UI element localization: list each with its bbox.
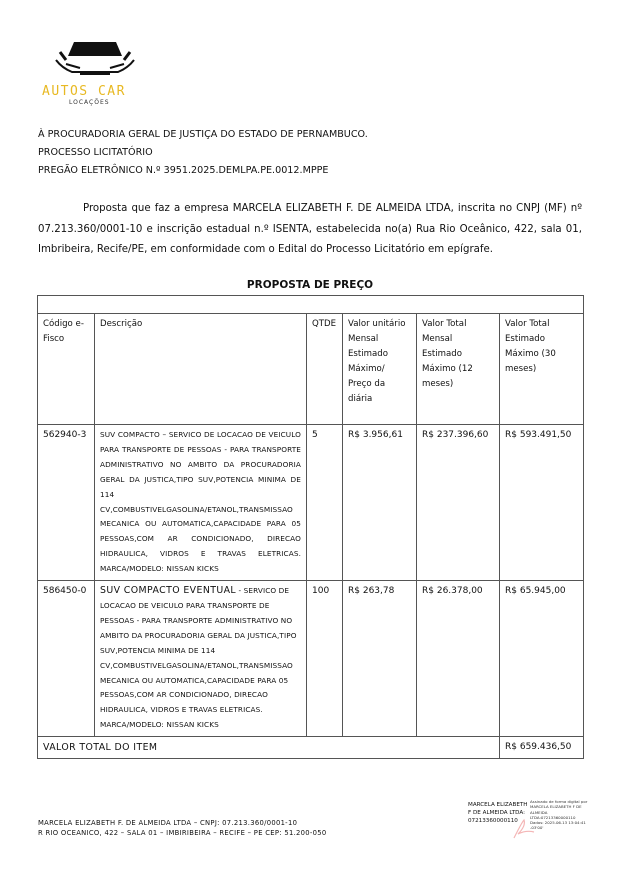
row-code: 562940-3: [38, 425, 95, 581]
col-header-total30: Valor Total Estimado Máximo (30 meses): [500, 314, 584, 425]
table-header-row: [38, 314, 584, 425]
logo-title: AUTOS CAR: [42, 84, 126, 99]
row-description: SUV COMPACTO – SERVICO DE LOCACAO DE VEICULO PARA TRANSPORTE DE PESSOAS - PARA TRANSPORTE ADMINISTRATIVO NO AMBITO DA PROCURADORIA GERAL DA JUSTICA,TIPO SUV,POTENCIA MINIMA DE 114 CV,COMBUSTIVELGASOLINA/ETANOL,TRANSMISSAO MECANICA OU AUTOMATICA,CAPACIDADE PARA 05 PESSOAS,COM AR CONDICIONADO, DIRECAO HIDRAULICA, VIDROS E TRAVAS ELETRICAS. MARCA/MODELO: NISSAN KICKS: [95, 425, 307, 581]
signature-details: Assinado de forma digital por MARCELA ELIZABETH F DE ALMEIDA LTDA:07213360000110 Dados: 2025.06.13 13:04:41 -03'00': [530, 799, 588, 831]
car-front-icon: [52, 38, 138, 82]
footer: [38, 819, 327, 838]
col-header-code: Código e-Fisco: [38, 314, 95, 425]
row-qty: 100: [307, 581, 343, 737]
logo-subtitle: LOCAÇÕES: [69, 99, 110, 106]
row-total-12: R$ 237.396,60: [417, 425, 500, 581]
footer-company: MARCELA ELIZABETH F. DE ALMEIDA LTDA – CNPJ: 07.213.360/0001-10: [38, 819, 298, 827]
row-qty: 5: [307, 425, 343, 581]
header-recipient: À PROCURADORIA GERAL DE JUSTIÇA DO ESTADO DE PERNAMBUCO.: [38, 129, 368, 140]
row-unit-price: R$ 263,78: [343, 581, 417, 737]
table-row: [38, 581, 584, 737]
col-header-total12: Valor Total Mensal Estimado Máximo (12 meses): [417, 314, 500, 425]
header-process: PROCESSO LICITATÓRIO: [38, 147, 153, 158]
row-total-12: R$ 26.378,00: [417, 581, 500, 737]
document-header: [38, 126, 368, 180]
row-total-30: R$ 593.491,50: [500, 425, 584, 581]
total-label: VALOR TOTAL DO ITEM: [38, 737, 500, 759]
total-value: R$ 659.436,50: [500, 737, 584, 759]
header-pregao: PREGÃO ELETRÔNICO N.º 3951.2025.DEMLPA.PE.0012.MPPE: [38, 165, 329, 176]
col-header-unit: Valor unitário Mensal Estimado Máximo/ Preço da diária: [343, 314, 417, 425]
footer-address: R RIO OCEANICO, 422 – SALA 01 – IMBIRIBEIRA – RECIFE – PE CEP: 51.200-050: [38, 828, 327, 837]
signature-name: MARCELA ELIZABETH F DE ALMEIDA LTDA:07213360000110: [468, 802, 528, 824]
company-logo: [40, 38, 150, 108]
row-code: 586450-0: [38, 581, 95, 737]
table-blank-row: [38, 296, 584, 314]
table-total-row: [38, 737, 584, 759]
intro-paragraph: Proposta que faz a empresa MARCELA ELIZABETH F. DE ALMEIDA LTDA, inscrita no CNPJ (MF) nº 07.213.360/0001-10 e inscrição estadual n.º ISENTA, estabelecida no(a) Rua Rio Oceânico, 422, sala 01, Imbribeira, Recife/PE, em conformidade com o Edital do Processo Licitatório em epígrafe.: [38, 203, 582, 255]
row-description-text: - SERVICO DE LOCACAO DE VEICULO PARA TRANSPORTE DE PESSOAS - PARA TRANSPORTE ADMINISTRATIVO NO AMBITO DA PROCURADORIA GERAL DA JUSTICA,TIPO SUV,POTENCIA MINIMA DE 114 CV,COMBUSTIVELGASOLINA/ETANOL,TRANSMISSAO MECANICA OU AUTOMATICA,CAPACIDADE PARA 05 PESSOAS,COM AR CONDICIONADO, DIRECAO HIDRAULICA, VIDROS E TRAVAS ELETRICAS. MARCA/MODELO: NISSAN KICKS: [100, 586, 297, 730]
row-description-lead: SUV COMPACTO EVENTUAL: [100, 585, 237, 597]
col-header-description: Descrição: [95, 314, 307, 425]
row-total-30: R$ 65.945,00: [500, 581, 584, 737]
price-table: [37, 295, 584, 759]
row-unit-price: R$ 3.956,61: [343, 425, 417, 581]
col-header-qty: QTDE: [307, 314, 343, 425]
row-description: [95, 581, 307, 737]
table-title: PROPOSTA DE PREÇO: [246, 279, 374, 291]
table-row: [38, 425, 584, 581]
